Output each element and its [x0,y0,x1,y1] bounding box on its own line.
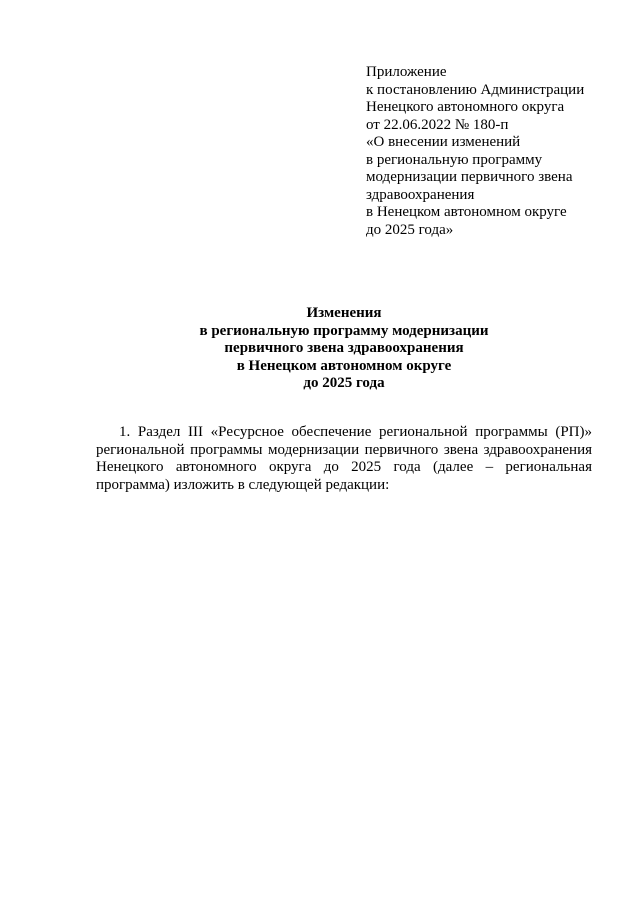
title-line: в Ненецком автономном округе [236,357,452,374]
body-line: 1. Раздел III «Ресурсное обеспечение региональной программы (РП)» [119,424,592,440]
title-line: Изменения [306,305,382,321]
body-line: программа) изложить в следующей редакции: [96,476,390,493]
appendix-line: Приложение [366,64,447,80]
body-line: Ненецкого автономного округа до 2025 года (далее – региональная [96,459,592,475]
appendix-line: «О внесении изменений [366,134,521,150]
appendix-line: в Ненецком автономном округе [366,204,567,220]
appendix-block [366,64,628,239]
appendix-line: до 2025 года» [366,221,454,238]
body-line: региональной программы модернизации первичного звена здравоохранения [96,441,592,458]
appendix-line: модернизации первичного звена [366,169,573,185]
appendix-line: от 22.06.2022 № 180-п [366,116,509,133]
title-line: до 2025 года [303,375,385,391]
appendix-line: в региональную программу [366,151,543,168]
body-paragraph [96,424,592,494]
appendix-line: к постановлению Администрации [366,81,585,98]
title-line: первичного звена здравоохранения [224,340,464,356]
document-title [96,305,592,393]
title-line: в региональную программу модернизации [199,322,489,339]
appendix-line: Ненецкого автономного округа [366,99,565,115]
appendix-line: здравоохранения [366,186,475,203]
